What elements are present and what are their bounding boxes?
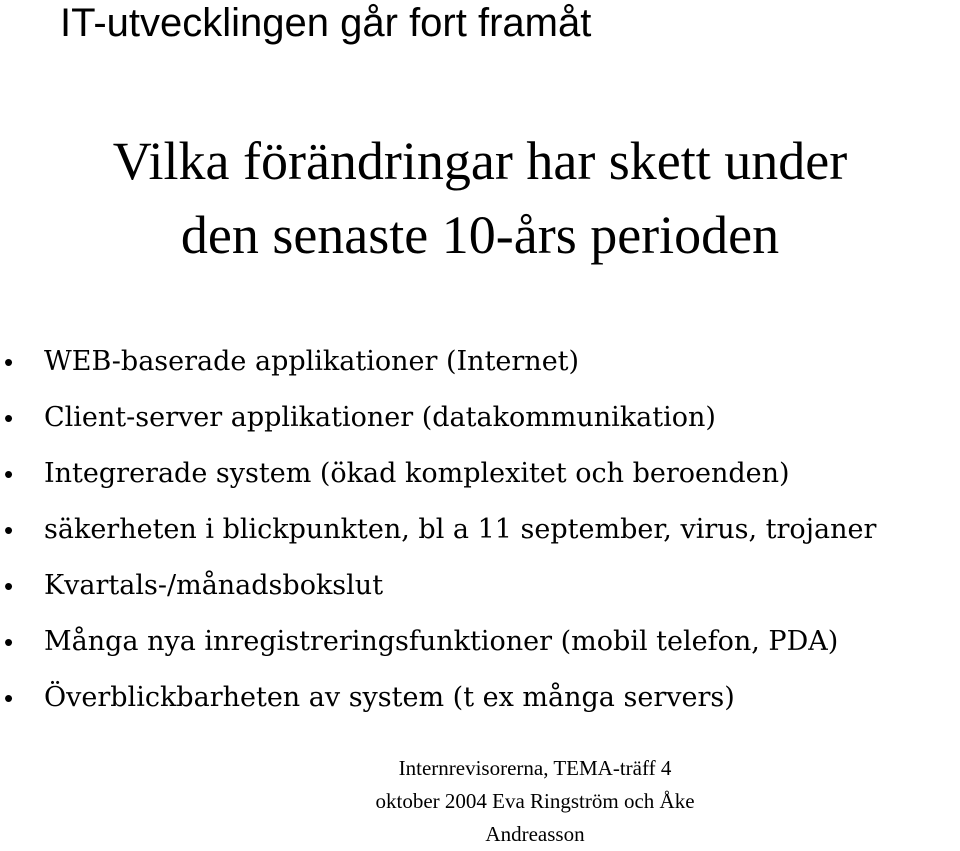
bullet-item xyxy=(0,670,960,726)
bullet-text: Integrerade system (ökad komplexitet och beroenden) xyxy=(44,458,790,489)
bullet-item xyxy=(0,502,960,558)
bullet-dot-icon: • xyxy=(4,627,14,657)
bullet-dot-icon: • xyxy=(4,571,14,601)
slide-title xyxy=(0,124,960,272)
footer-line-1: Internrevisorerna, TEMA-träff 4 xyxy=(398,756,672,780)
bullet-list xyxy=(0,334,960,726)
bullet-dot-icon: • xyxy=(4,347,14,377)
bullet-item xyxy=(0,558,960,614)
bullet-item xyxy=(0,614,960,670)
bullet-item xyxy=(0,446,960,502)
bullet-dot-icon: • xyxy=(4,459,14,489)
footer-line-3: Andreasson xyxy=(485,822,585,846)
bullet-text: Många nya inregistreringsfunktioner (mobil telefon, PDA) xyxy=(44,626,839,657)
slide-title-line-2: den senaste 10-års perioden xyxy=(180,205,780,265)
bullet-text: WEB-baserade applikationer (Internet) xyxy=(44,346,580,377)
bullet-text: Överblickbarheten av system (t ex många servers) xyxy=(44,682,735,713)
bullet-text: Kvartals-/månadsbokslut xyxy=(44,570,384,601)
bullet-item xyxy=(0,334,960,390)
slide-title-line-1: Vilka förändringar har skett under xyxy=(112,131,848,191)
slide-footer xyxy=(340,752,730,851)
bullet-item xyxy=(0,390,960,446)
slide-header: IT-utvecklingen går fort framåt xyxy=(60,1,592,45)
bullet-dot-icon: • xyxy=(4,403,14,433)
bullet-dot-icon: • xyxy=(4,683,14,713)
bullet-text: säkerheten i blickpunkten, bl a 11 september, virus, trojaner xyxy=(44,514,877,545)
bullet-dot-icon: • xyxy=(4,515,14,545)
footer-line-2: oktober 2004 Eva Ringström och Åke xyxy=(375,789,695,813)
bullet-text: Client-server applikationer (datakommunikation) xyxy=(44,402,716,433)
